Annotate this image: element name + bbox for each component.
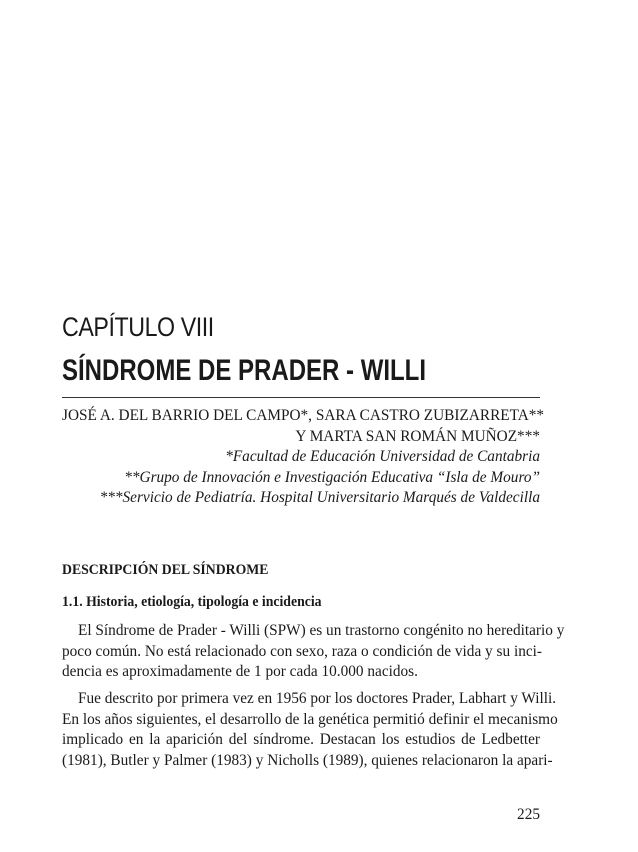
paragraph-1: [62, 621, 565, 683]
paragraph-2-line: (1981), Butler y Palmer (1983) y Nicholls (1989), quienes relacionaron la apari-: [62, 751, 553, 769]
paragraph-2: [62, 689, 558, 771]
affiliation-2: **Grupo de Innovación e Investigación Educativa “Isla de Mouro”: [124, 468, 540, 486]
author-block: [62, 406, 545, 509]
chapter-title: SÍNDROME DE PRADER - WILLI: [62, 354, 426, 387]
paragraph-2-line: En los años siguientes, el desarrollo de la genética permitió definir el mecanismo: [62, 710, 558, 728]
chapter-label: CAPÍTULO VIII: [62, 312, 214, 342]
title-divider: [62, 397, 540, 398]
author-names-line-2: Y MARTA SAN ROMÁN MUÑOZ***: [295, 427, 540, 445]
paragraph-1-line: El Síndrome de Prader - Willi (SPW) es un trastorno congénito no hereditario y: [78, 622, 565, 639]
paragraph-1-line: dencia es aproximadamente de 1 por cada 10.000 nacidos.: [62, 663, 418, 680]
subsection-heading: 1.1. Historia, etiología, tipología e incidencia: [62, 594, 322, 610]
page-number: 225: [517, 806, 540, 823]
affiliation-1: *Facultad de Educación Universidad de Cantabria: [225, 448, 540, 465]
author-names-line-1: JOSÉ A. DEL BARRIO DEL CAMPO*, SARA CASTRO ZUBIZARRETA**: [62, 407, 545, 424]
paragraph-2-line: implicado en la aparición del síndrome. Destacan los estudios de Ledbetter: [62, 731, 540, 748]
paragraph-1-line: poco común. No está relacionado con sexo, raza o condición de vida y su inci-: [62, 642, 542, 660]
paragraph-2-line: Fue descrito por primera vez en 1956 por los doctores Prader, Labhart y Willi.: [78, 690, 557, 707]
affiliation-3: ***Servicio de Pediatría. Hospital Universitario Marqués de Valdecilla: [99, 489, 540, 506]
section-heading: DESCRIPCIÓN DEL SÍNDROME: [62, 562, 269, 578]
